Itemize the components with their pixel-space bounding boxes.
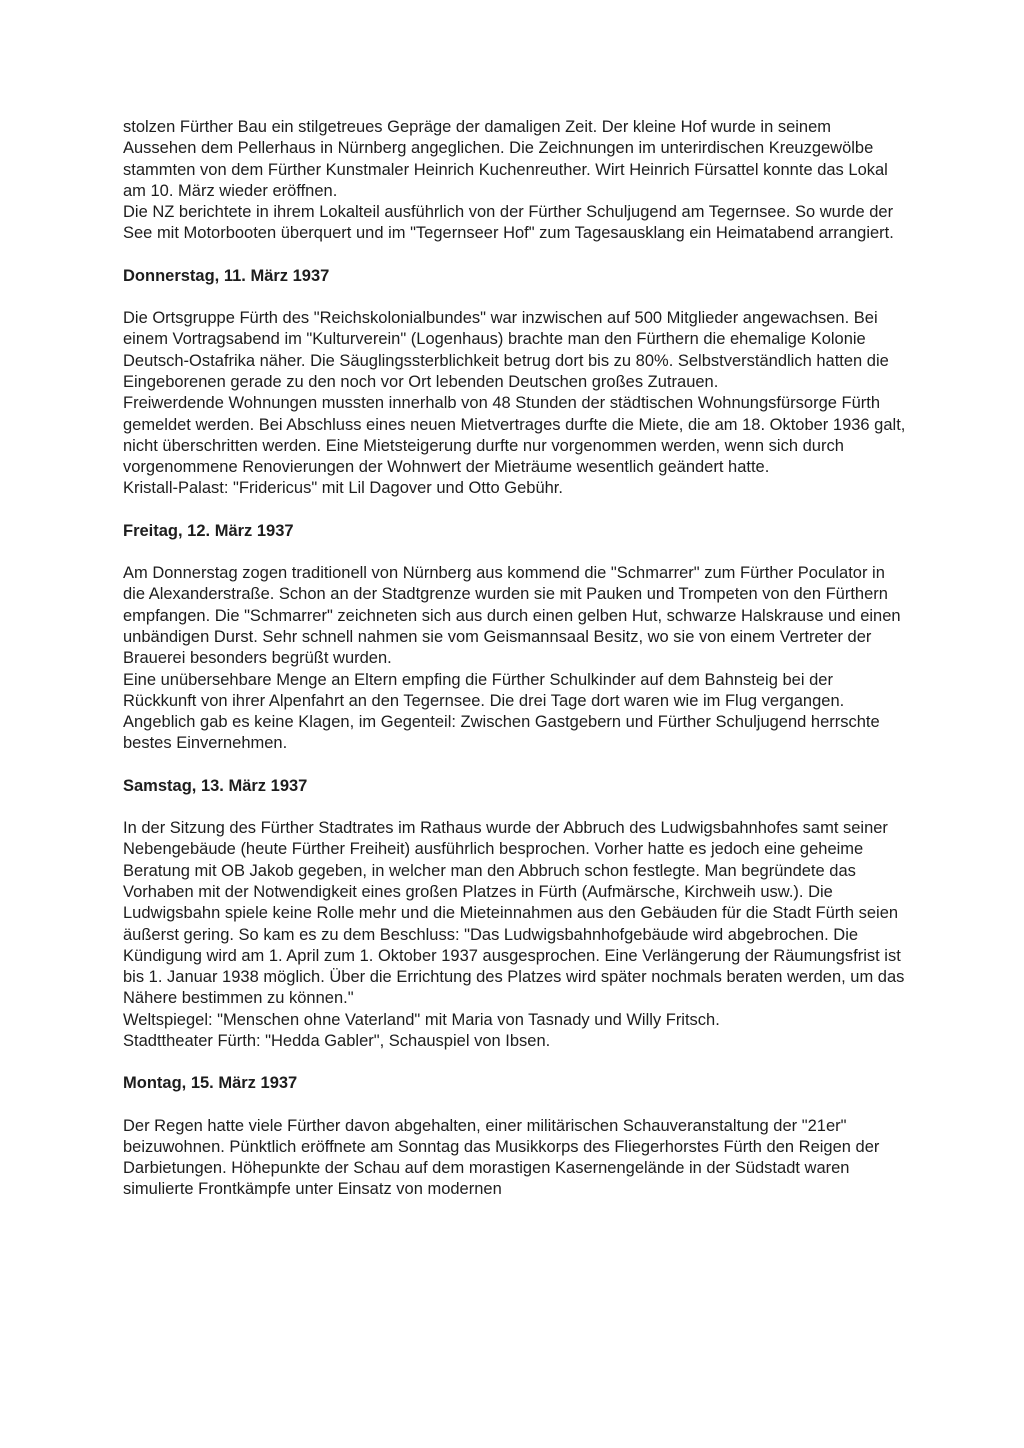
date-heading: Freitag, 12. März 1937 [123,521,294,540]
paragraph: Der Regen hatte viele Fürther davon abgehalten, einer militärischen Schauveranstaltung der "21er" beizuwohnen. Pünktlich eröffnete am Sonntag das Musikkorps des Fliegerhorstes Fürth den Reigen der Darbietungen. Höhepunkte der Schau auf dem morastigen Kasernengelände in der Südstadt waren simulierte Frontkämpfe unter Einsatz von modernen [123,1116,880,1199]
paragraph: Am Donnerstag zogen traditionell von Nürnberg aus kommend die "Schmarrer" zum Fürther Poculator in die Alexanderstraße. Schon an der Stadtgrenze wurden sie mit Pauken und Trompeten von den Fürthern empfangen. Die "Schmarrer" zeichneten sich aus durch einen gelben Hut, schwarze Halskrause und einen unbändigen Durst. Sehr schnell nahmen sie vom Geismannsaal Besitz, wo sie von einem Vertreter der Brauerei besonders begrüßt wurden. [123,564,901,668]
paragraph: Weltspiegel: "Menschen ohne Vaterland" mit Maria von Tasnady und Willy Fritsch. [123,1010,720,1029]
paragraph: Eine unübersehbare Menge an Eltern empfing die Fürther Schulkinder auf dem Bahnsteig bei der Rückkunft von ihrer Alpenfahrt an den Tegernsee. Die drei Tage dort waren wie im Flug vergangen. Angeblich gab es keine Klagen, im Gegenteil: Zwischen Gastgebern und Fürther Schuljugend herrschte bestes Einvernehmen. [123,670,880,753]
paragraph: Kristall-Palast: "Fridericus" mit Lil Dagover und Otto Gebühr. [123,479,563,498]
paragraph: In der Sitzung des Fürther Stadtrates im Rathaus wurde der Abbruch des Ludwigsbahnhofes samt seiner Nebengebäude (heute Fürther Freiheit) ausführlich besprochen. Vorher hatte es jedoch eine geheime Beratung mit OB Jakob gegeben, in welcher man den Abbruch schon festlegte. Man begründete das Vorhaben mit der Notwendigkeit eines großen Platzes in Fürth (Aufmärsche, Kirchweih usw.). Die Ludwigsbahn spiele keine Rolle mehr und die Mieteinnahmen aus den Gebäuden für die Stadt Fürth seien äußerst gering. So kam es zu dem Beschluss: "Das Ludwigsbahnhofgebäude wird abgebrochen. Die Kündigung wird am 1. April zum 1. Oktober 1937 ausgesprochen. Eine Verlängerung der Räumungsfrist ist bis 1. Januar 1938 möglich. Über die Errichtung des Platzes wird später nochmals beraten werden, um das Nähere bestimmen zu können." [123,819,905,1008]
paragraph: Die Ortsgruppe Fürth des "Reichskolonialbundes" war inzwischen auf 500 Mitglieder angewachsen. Bei einem Vortragsabend im "Kulturverein" (Logenhaus) brachte man den Fürthern die ehemalige Kolonie Deutsch-Ostafrika näher. Die Säuglingssterblichkeit betrug dort bis zu 80%. Selbstverständlich hatten die Eingeborenen gerade zu den noch vor Ort lebenden Deutschen großes Zutrauen. [123,309,889,391]
date-heading: Donnerstag, 11. März 1937 [123,266,330,285]
date-heading: Montag, 15. März 1937 [123,1074,298,1093]
paragraph: Freiwerdende Wohnungen mussten innerhalb von 48 Stunden der städtischen Wohnungsfürsorge Fürth gemeldet werden. Bei Abschluss eines neuen Mietvertrages durfte die Miete, die am 18. Oktober 1936 galt, nicht überschritten werden. Eine Mietsteigerung durfte nur vorgenommen werden, wenn sich durch vorgenommene Renovierungen der Wohnwert der Mieträume wesentlich geändert hatte. [123,394,906,477]
paragraph: stolzen Fürther Bau ein stilgetreues Gepräge der damaligen Zeit. Der kleine Hof wurde in seinem Aussehen dem Pellerhaus in Nürnberg angeglichen. Die Zeichnungen im unterirdischen Kreuzgewölbe stammten von dem Fürther Kunstmaler Heinrich Kuchenreuther. Wirt Heinrich Fürsattel konnte das Lokal am 10. März wieder eröffnen. [123,118,888,200]
paragraph: Stadttheater Fürth: "Hedda Gabler", Schauspiel von Ibsen. [123,1031,551,1050]
date-heading: Samstag, 13. März 1937 [123,776,308,795]
paragraph: Die NZ berichtete in ihrem Lokalteil ausführlich von der Fürther Schuljugend am Tegernsee. So wurde der See mit Motorbooten überquert und im "Tegernseer Hof" zum Tagesausklang ein Heimatabend arrangiert. [123,203,894,243]
